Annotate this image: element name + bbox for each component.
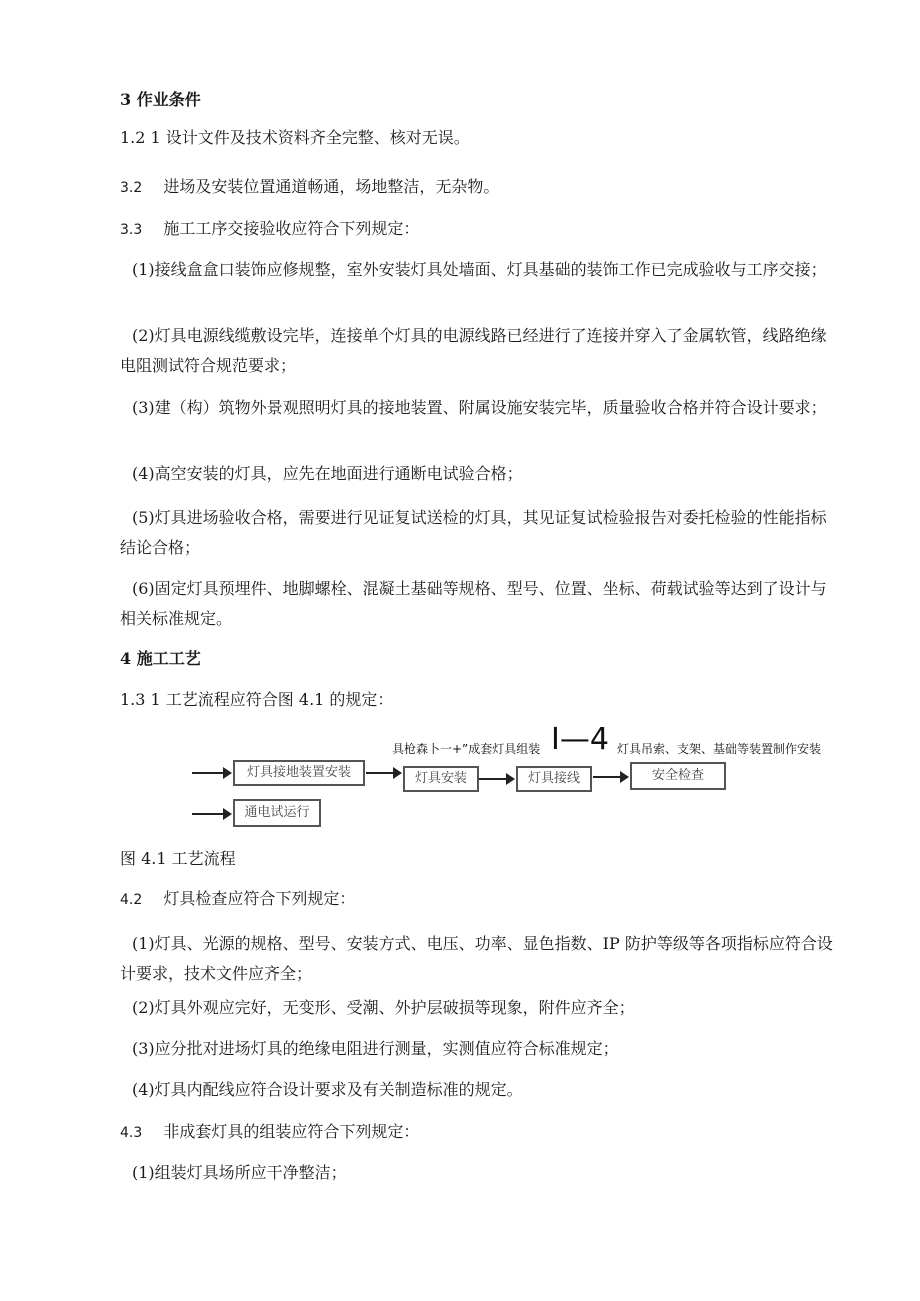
para-3-2-number: 3.2 [120,180,143,196]
arrow-in-1 [192,772,230,774]
section-4-title: 4 施工工艺 [120,649,201,668]
flow-box-safety-check: 安全检查 [630,762,726,790]
para-4-2-text: 灯具检查应符合下列规定： [163,889,356,908]
list-item: (3)建（构）筑物外景观照明灯具的接地装置、附属设施安装完毕，质量验收合格并符合设计要求； [132,398,827,417]
para-3-1: 1.2 1 设计文件及技术资料齐全完整、核对无误。 [120,128,470,147]
arrow-2-3 [479,778,513,780]
list-item: (2)灯具外观应完好，无变形、受潮、外护层破损等现象，附件应齐全； [132,998,635,1017]
flow-box-trial-run: 通电试运行 [233,799,321,827]
para-4-3-text: 非成套灯具的组装应符合下列规定： [163,1122,420,1141]
para-4-3 [120,1121,419,1144]
section-3-title: 3 作业条件 [120,90,201,109]
list-item: (4)高空安装的灯具，应先在地面进行通断电试验合格； [132,464,523,483]
list-item: (6)固定灯具预埋件、地脚螺栓、混凝土基础等规格、型号、位置、坐标、荷载试验等达到了设计与相关标准规定。 [120,579,827,628]
list-item: (3)应分批对进场灯具的绝缘电阻进行测量，实测值应符合标准规定； [132,1039,619,1058]
para-4-3-number: 4.3 [120,1125,143,1141]
para-4-2-number: 4.2 [120,892,143,908]
list-item: (1)灯具、光源的规格、型号、安装方式、电压、功率、显色指数、IP 防护等级等各项指标应符合设计要求，技术文件应齐全； [120,934,833,983]
figure-overlay-right: 灯具吊索、支架、基础等装置制作安装 [617,742,822,756]
flow-box-installation: 灯具安装 [403,766,479,792]
figure-overlay-big: I—4 [551,722,609,757]
para-4-1: 1.3 1 工艺流程应符合图 4.1 的规定： [120,690,394,709]
list-item: (2)灯具电源线缆敷设完毕，连接单个灯具的电源线路已经进行了连接并穿入了金属软管，线路绝缘电阻测试符合规范要求； [120,326,827,375]
para-3-3-number: 3.3 [120,222,143,238]
para-3-2-text: 进场及安装位置通道畅通，场地整洁，无杂物。 [163,177,500,196]
flow-box-grounding: 灯具接地装置安装 [233,760,365,786]
list-item: (4)灯具内配线应符合设计要求及有关制造标准的规定。 [132,1080,523,1099]
arrow-3-4 [593,776,627,778]
flow-box-wiring: 灯具接线 [516,766,592,792]
arrow-1-2 [366,772,400,774]
arrow-in-2 [192,813,230,815]
figure-overlay-left: 具枪森卜一+”成套灯具组装 [392,742,541,756]
figure-caption: 图 4.1 工艺流程 [120,849,236,868]
para-3-2 [120,176,499,199]
list-item: (1)接线盒盒口装饰应修规整，室外安装灯具处墙面、灯具基础的装饰工作已完成验收与工序交接； [132,260,827,279]
list-item: (5)灯具进场验收合格，需要进行见证复试送检的灯具，其见证复试检验报告对委托检验的性能指标结论合格； [120,508,827,557]
para-4-2 [120,888,355,911]
para-3-3-text: 施工工序交接验收应符合下列规定： [163,219,420,238]
para-3-3 [120,218,419,241]
list-item: (1)组装灯具场所应干净整洁； [132,1163,347,1182]
